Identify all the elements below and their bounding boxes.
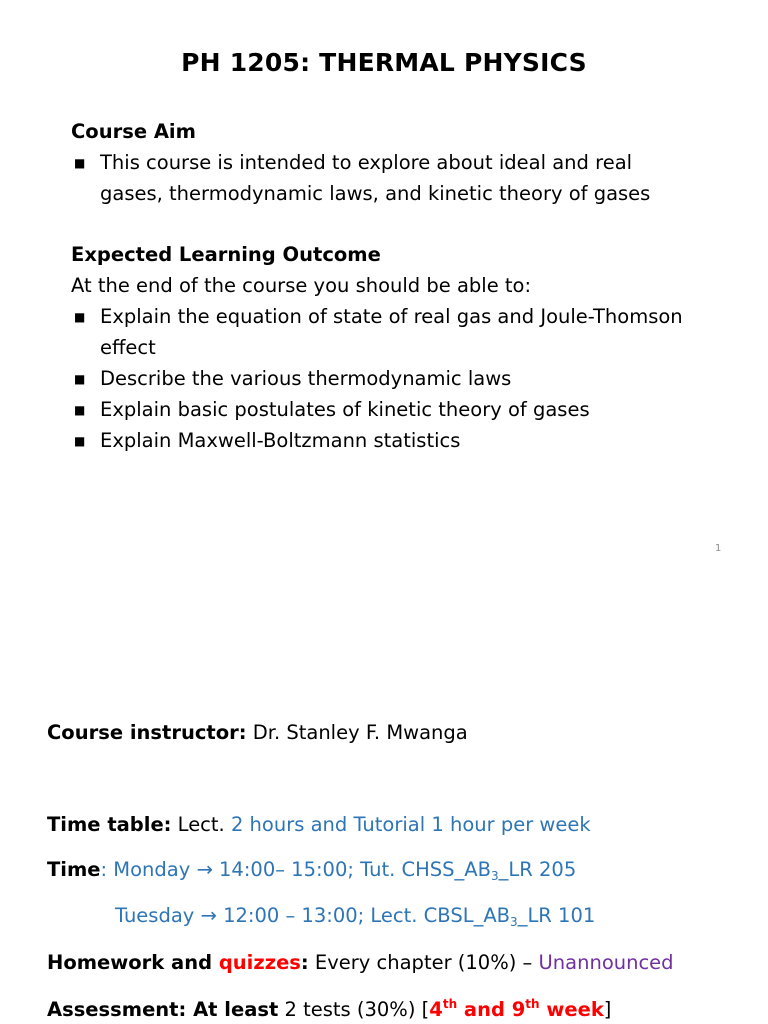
time-monday-line [47,858,576,883]
outcome-item: effect [100,336,156,359]
assessment-line: Assessment: At least 2 tests (30%) [4th and 9th week] [47,997,612,1021]
assessment-label: Assessment: At least [47,998,279,1021]
page-title: PH 1205: THERMAL PHYSICS [181,48,587,77]
page-number: 1 [715,543,722,554]
quizzes-label: quizzes [218,951,301,974]
bullet-icon: ■ [74,434,86,448]
bullet-icon: ■ [74,310,86,324]
outcome-item: Describe the various thermodynamic laws [100,367,512,390]
course-aim-heading: Course Aim [71,120,196,143]
outcome-item: Explain the equation of state of real gas and Joule-Thomson [100,305,683,328]
time-tuesday-line: Tuesday → 12:00 – 13:00; Lect. $CBSL\_AB_3\_LR$ 101 [115,904,596,929]
bullet-icon: ■ [74,156,86,170]
homework-line: Homework and quizzes: Every chapter (10%) – Unannounced [47,951,674,974]
timetable-label: Time table: [47,813,172,836]
instructor-label: Course instructor: [47,721,247,744]
bullet-icon: ■ [74,372,86,386]
unannounced-label: Unannounced [538,951,674,974]
course-aim-text: gases, thermodynamic laws, and kinetic theory of gases [100,182,651,205]
instructor-line [47,721,468,744]
timetable-lect: Lect. [171,813,231,836]
outcome-item: Explain Maxwell-Boltzmann statistics [100,429,461,452]
arrow-icon: → [200,904,217,927]
timetable-detail: 2 hours and Tutorial 1 hour per week [230,813,591,836]
outcome-item: Explain basic postulates of kinetic theory of gases [100,398,590,421]
timetable-line [47,813,591,836]
assessment-weeks: 4th and 9th week [429,997,604,1021]
time-monday: : Monday → 14:00– 15:00; Tut. $CHSS\_AB_3\_LR$ 205 [100,858,577,883]
arrow-icon: → [196,858,213,881]
outcome-intro: At the end of the course you should be able to: [71,274,532,297]
course-aim-text: This course is intended to explore about ideal and real [100,151,633,174]
outcome-heading: Expected Learning Outcome [71,243,381,266]
time-label: Time [47,858,101,881]
bullet-icon: ■ [74,403,86,417]
instructor-name: Dr. Stanley F. Mwanga [246,721,468,744]
